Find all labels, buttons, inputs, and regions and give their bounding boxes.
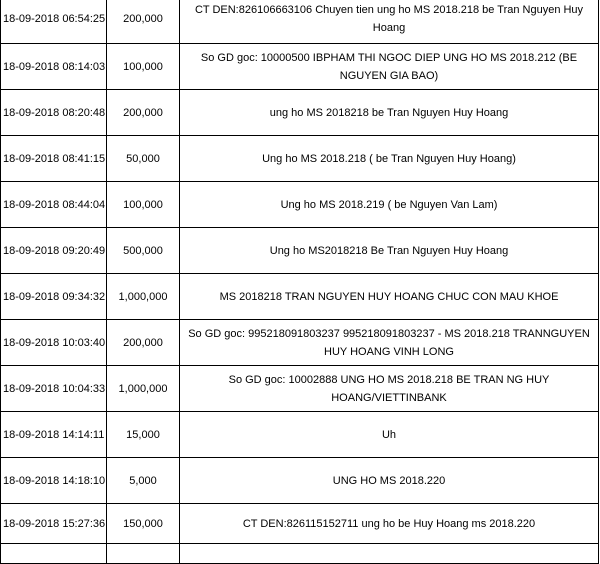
transaction-amount: 50,000 [107,136,180,182]
transaction-date: 18-09-2018 08:14:03 [1,44,107,90]
transaction-date: 18-09-2018 08:44:04 [1,182,107,228]
transaction-amount: 5,000 [107,458,180,504]
transaction-amount: 200,000 [107,90,180,136]
transaction-amount: 200,000 [107,0,180,44]
empty-cell [180,544,599,564]
table-row [1,274,599,320]
transaction-description: Ung ho MS 2018.219 ( be Nguyen Van Lam) [180,182,599,228]
table-row [1,182,599,228]
table-row [1,44,599,90]
transaction-amount: 15,000 [107,412,180,458]
transaction-date: 18-09-2018 14:18:10 [1,458,107,504]
table-row [1,504,599,544]
transaction-date: 18-09-2018 09:34:32 [1,274,107,320]
transaction-amount: 150,000 [107,504,180,544]
transaction-date: 18-09-2018 08:41:15 [1,136,107,182]
table-row-partial [1,544,599,564]
table-row [1,90,599,136]
transaction-date: 18-09-2018 14:14:11 [1,412,107,458]
transaction-date: 18-09-2018 06:54:25 [1,0,107,44]
transaction-amount: 1,000,000 [107,366,180,412]
transaction-date: 18-09-2018 10:04:33 [1,366,107,412]
transaction-date: 18-09-2018 08:20:48 [1,90,107,136]
transaction-date: 18-09-2018 09:20:49 [1,228,107,274]
transaction-amount: 500,000 [107,228,180,274]
transaction-amount: 1,000,000 [107,274,180,320]
transaction-description: CT DEN:826106663106 Chuyen tien ung ho MS 2018.218 be Tran Nguyen Huy Hoang [180,0,599,44]
transaction-description: Ung ho MS2018218 Be Tran Nguyen Huy Hoang [180,228,599,274]
table-row [1,366,599,412]
transaction-date: 18-09-2018 15:27:36 [1,504,107,544]
transaction-description: UNG HO MS 2018.220 [180,458,599,504]
transaction-description: Uh [180,412,599,458]
empty-cell [1,544,107,564]
table-row [1,136,599,182]
transaction-description: So GD goc: 10002888 UNG HO MS 2018.218 BE TRAN NG HUY HOANG/VIETTINBANK [180,366,599,412]
table-row [1,412,599,458]
table-row [1,320,599,366]
transaction-description: Ung ho MS 2018.218 ( be Tran Nguyen Huy Hoang) [180,136,599,182]
transaction-description: So GD goc: 995218091803237 995218091803237 - MS 2018.218 TRANNGUYEN HUY HOANG VINH LONG [180,320,599,366]
transaction-description: ung ho MS 2018218 be Tran Nguyen Huy Hoang [180,90,599,136]
empty-cell [107,544,180,564]
table-row [1,0,599,44]
transaction-amount: 100,000 [107,182,180,228]
transaction-description: CT DEN:826115152711 ung ho be Huy Hoang ms 2018.220 [180,504,599,544]
table-row [1,228,599,274]
transaction-date: 18-09-2018 10:03:40 [1,320,107,366]
table-row [1,458,599,504]
transaction-description: So GD goc: 10000500 IBPHAM THI NGOC DIEP UNG HO MS 2018.212 (BE NGUYEN GIA BAO) [180,44,599,90]
transaction-description: MS 2018218 TRAN NGUYEN HUY HOANG CHUC CON MAU KHOE [180,274,599,320]
transaction-amount: 200,000 [107,320,180,366]
transaction-amount: 100,000 [107,44,180,90]
